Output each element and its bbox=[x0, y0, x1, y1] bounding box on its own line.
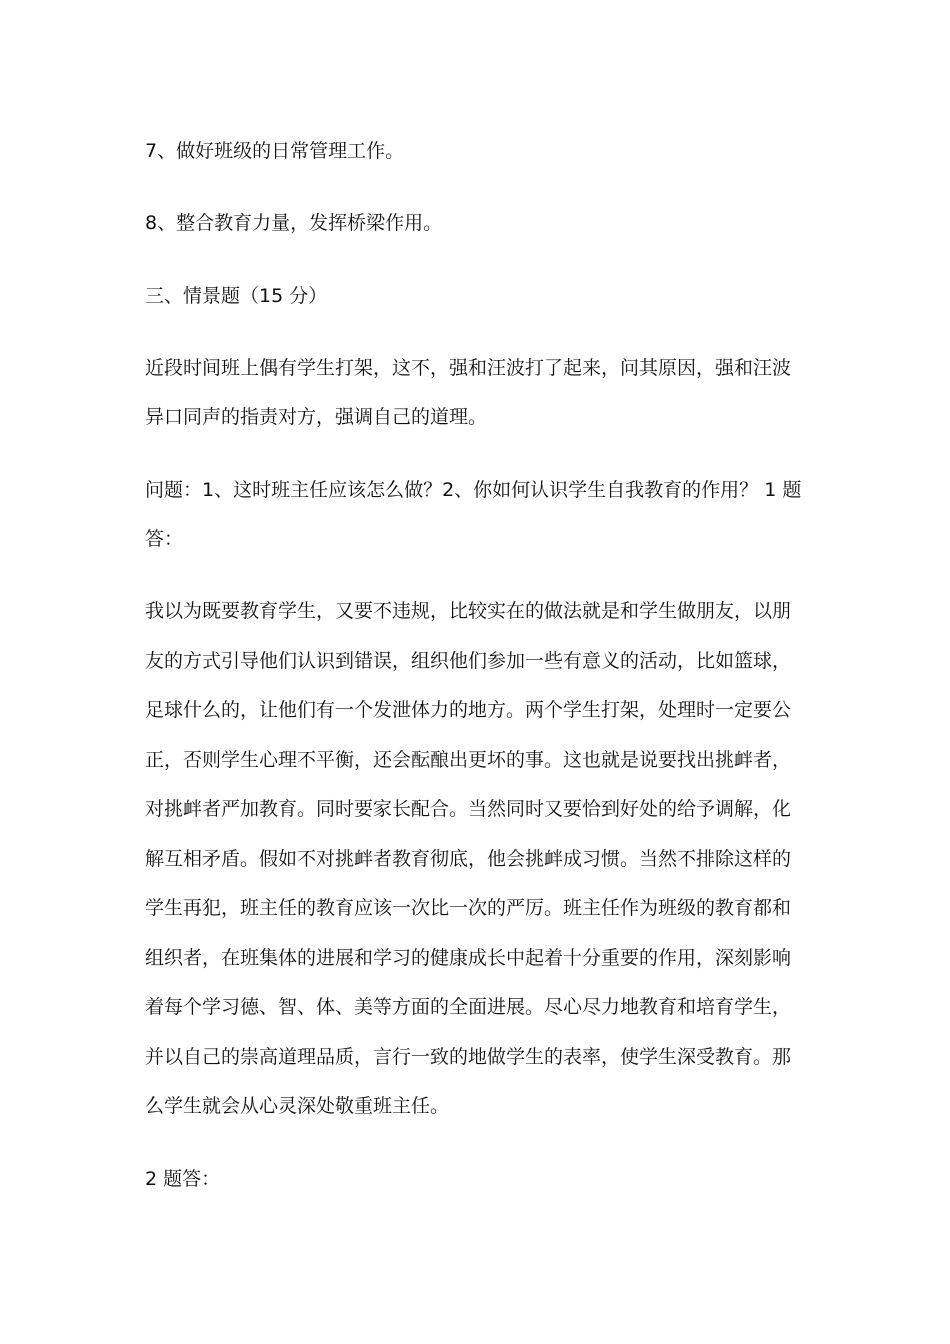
section-3-heading: 三、情景题（15 分） bbox=[145, 285, 328, 307]
answer-1-line: 我以为既要教育学生，又要不违规，比较实在的做法就是和学生做朋友，以朋 bbox=[145, 600, 792, 622]
scenario-line: 近段时间班上偶有学生打架，这不，强和汪波打了起来，问其原因，强和汪波 bbox=[145, 357, 792, 379]
answer-1-line: 着每个学习德、智、体、美等方面的全面进展。尽心尽力地教育和培育学生， bbox=[145, 996, 792, 1018]
answer-1-line: 组织者，在班集体的进展和学习的健康成长中起着十分重要的作用，深刻影响 bbox=[145, 947, 792, 969]
answer-1-line: 学生再犯，班主任的教育应该一次比一次的严厉。班主任作为班级的教育都和 bbox=[145, 897, 792, 919]
answer-1-line: 友的方式引导他们认识到错误，组织他们参加一些有意义的活动，比如篮球， bbox=[145, 650, 792, 672]
answer-1-line: 正，否则学生心理不平衡，还会酝酿出更坏的事。这也就是说要找出挑衅者， bbox=[145, 749, 792, 771]
answer-1-line: 解互相矛盾。假如不对挑衅者教育彻底，他会挑衅成习惯。当然不排除这样的 bbox=[145, 848, 792, 870]
answer-1-line: 么学生就会从心灵深处敬重班主任。 bbox=[145, 1095, 450, 1117]
answer-1-line: 并以自己的崇高道理品质，言行一致的地做学生的表率，使学生深受教育。那 bbox=[145, 1046, 792, 1068]
scenario-line: 异口同声的指责对方，强调自己的道理。 bbox=[145, 406, 488, 428]
question-line: 答： bbox=[145, 528, 184, 550]
answer-1-line: 足球什么的，让他们有一个发泄体力的地方。两个学生打架，处理时一定要公 bbox=[145, 699, 792, 721]
item-8: 8、整合教育力量，发挥桥梁作用。 bbox=[145, 212, 443, 234]
item-7: 7、做好班级的日常管理工作。 bbox=[145, 140, 405, 162]
answer-1-line: 对挑衅者严加教育。同时要家长配合。当然同时又要恰到好处的给予调解，化 bbox=[145, 798, 792, 820]
question-line: 问题：1、这时班主任应该怎么做？2、你如何认识学生自我教育的作用？ 1 题 bbox=[145, 479, 802, 501]
answer-2-label: 2 题答： bbox=[145, 1168, 221, 1190]
